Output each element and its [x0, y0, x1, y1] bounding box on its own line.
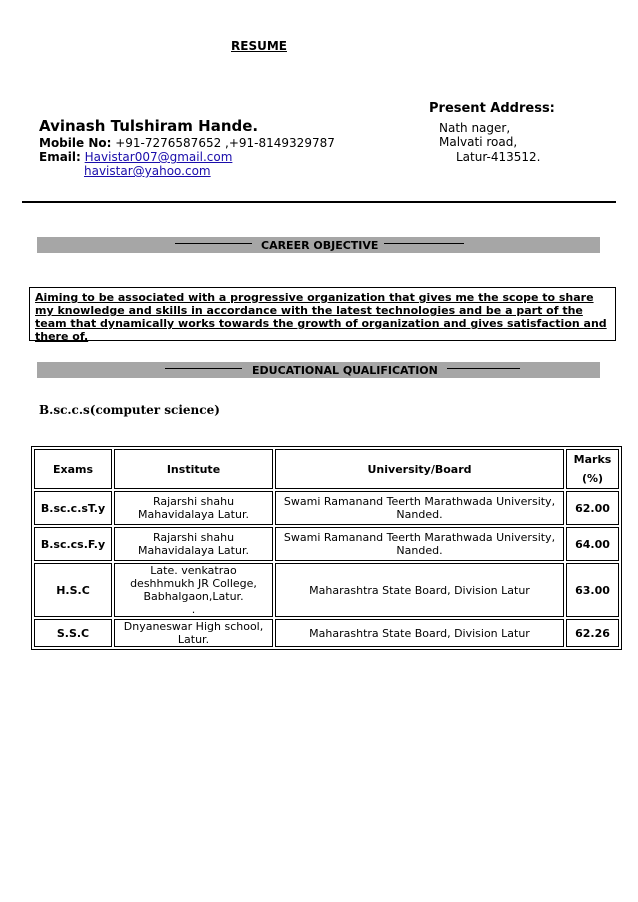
cell-institute	[114, 491, 273, 525]
address-line-1: Nath nager,	[439, 121, 511, 135]
candidate-name: Avinash Tulshiram Hande.	[39, 117, 259, 135]
institute-line: Late. venkatrao	[150, 564, 237, 577]
mobile-line	[39, 136, 335, 150]
email-link-1[interactable]: Havistar007@gmail.com	[84, 150, 233, 164]
header-exams: Exams	[34, 449, 112, 489]
header-university: University/Board	[275, 449, 564, 489]
present-address-label: Present Address:	[429, 101, 555, 116]
cell-institute	[114, 527, 273, 561]
university-line: Nanded.	[396, 544, 443, 557]
cell-exam: B.sc.cs.F.y	[34, 527, 112, 561]
cell-marks: 62.26	[566, 619, 619, 647]
address-line-3: Latur-413512.	[456, 150, 541, 164]
university-line: Maharashtra State Board, Division Latur	[309, 626, 530, 640]
cell-university	[275, 527, 564, 561]
degree-name: B.sc.c.s(computer science)	[39, 403, 220, 417]
resume-title: RESUME	[231, 39, 287, 53]
email-link-2[interactable]: havistar@yahoo.com	[84, 164, 211, 178]
institute-line: Dnyaneswar High school,	[123, 620, 264, 633]
mobile-label: Mobile No:	[39, 136, 112, 150]
university-line: Swami Ramanand Teerth Marathwada University,	[283, 495, 556, 508]
cell-university	[275, 491, 564, 525]
email-line	[39, 150, 232, 164]
career-objective-text: Aiming to be associated with a progressive organization that gives me the scope to share my knowledge and skills in accordance with the latest technologies and be a part of the team that dynamically works towards the growth of organization and gives satisfaction and there of.	[35, 291, 607, 343]
career-objective-bar	[37, 237, 600, 253]
table-row	[34, 619, 619, 647]
institute-line: .	[191, 603, 196, 616]
university-line: Swami Ramanand Teerth Marathwada University,	[283, 531, 556, 544]
header-divider	[22, 201, 616, 203]
mobile-value: +91-7276587652 ,+91-8149329787	[111, 136, 335, 150]
institute-line: Mahavidalaya Latur.	[138, 544, 249, 557]
education-table	[31, 446, 622, 650]
cell-university	[275, 619, 564, 647]
bar-rule-right	[447, 368, 520, 369]
education-title: EDUCATIONAL QUALIFICATION	[252, 364, 438, 377]
email-label: Email:	[39, 150, 81, 164]
bar-rule-left	[165, 368, 242, 369]
cell-exam: B.sc.c.sT.y	[34, 491, 112, 525]
institute-line: Babhalgaon,Latur.	[143, 590, 244, 603]
table-row	[34, 527, 619, 561]
header-institute: Institute	[114, 449, 273, 489]
cell-university	[275, 563, 564, 617]
bar-rule-right	[384, 243, 464, 244]
institute-line: deshhmukh JR College,	[130, 577, 257, 590]
table-header-row	[34, 449, 619, 489]
university-line: Nanded.	[396, 508, 443, 521]
cell-institute	[114, 563, 273, 617]
institute-line: Latur.	[177, 633, 210, 646]
header-marks-line1: Marks	[573, 453, 612, 466]
table-row	[34, 491, 619, 525]
cell-marks: 64.00	[566, 527, 619, 561]
table-row	[34, 563, 619, 617]
header-marks	[566, 449, 619, 489]
cell-marks: 62.00	[566, 491, 619, 525]
career-objective-title: CAREER OBJECTIVE	[261, 239, 379, 252]
institute-line: Rajarshi shahu	[152, 531, 235, 544]
cell-exam: S.S.C	[34, 619, 112, 647]
bar-rule-left	[175, 243, 252, 244]
institute-line: Mahavidalaya Latur.	[138, 508, 249, 521]
cell-marks: 63.00	[566, 563, 619, 617]
cell-exam: H.S.C	[34, 563, 112, 617]
university-line: Maharashtra State Board, Division Latur	[309, 583, 530, 597]
header-marks-line2: (%)	[581, 472, 604, 485]
institute-line: Rajarshi shahu	[152, 495, 235, 508]
education-bar	[37, 362, 600, 378]
address-line-2: Malvati road,	[439, 135, 518, 149]
cell-institute	[114, 619, 273, 647]
